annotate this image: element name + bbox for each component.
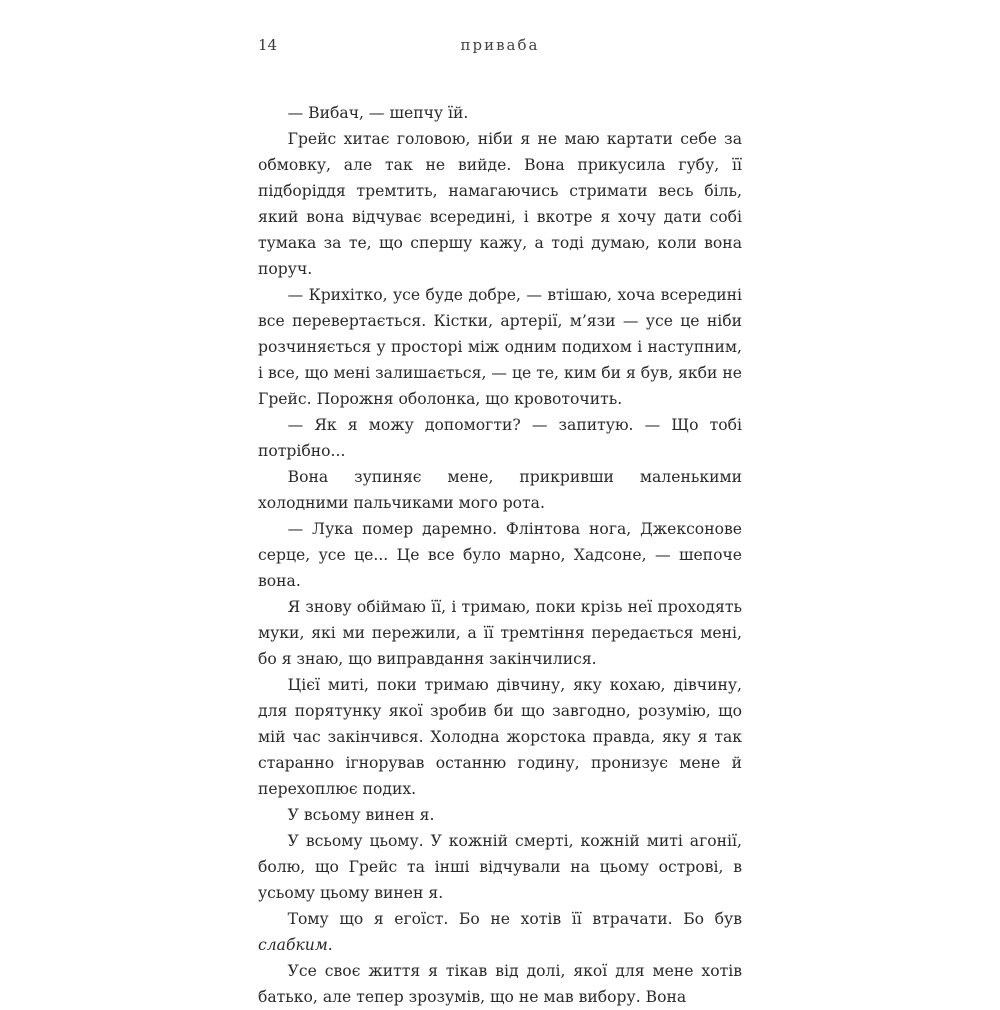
italic-word: слабким [258, 936, 328, 954]
paragraph: Цієї миті, поки тримаю дівчину, яку кохаю, дівчину, для порятунку якої зробив би що завгодно, розумію, що мій час закінчився. Холодна жорстока правда, яку я так старанно ігнорував останню годину, пронизує мене й перехоплює подих. [258, 676, 742, 798]
paragraph: Грейс хитає головою, ніби я не маю картати себе за обмовку, але так не вийде. Вона прикусила губу, її підборіддя тремтить, намагаючись стримати весь біль, який вона відчуває всередині, і вкотре я хочу дати собі тумака за те, що спершу кажу, а тоді думаю, коли вона поруч. [258, 130, 742, 278]
paragraph-with-emphasis [258, 906, 742, 958]
paragraph-text: Тому що я егоїст. Бо не хотів її втрачати. Бо був [287, 910, 742, 928]
paragraph: Я знову обіймаю її, і тримаю, поки крізь неї проходять муки, які ми пережили, а її тремтіння передається мені, бо я знаю, що виправдання закінчилися. [258, 598, 742, 668]
paragraph: — Як я можу допомогти? — запитую. — Що тобі потрібно... [258, 416, 742, 460]
paragraph-text: . [327, 936, 333, 954]
paragraph: Вона зупиняє мене, прикривши маленькими холодними пальчиками мого рота. [258, 468, 742, 512]
paragraph: Усе своє життя я тікав від долі, якої для мене хотів батько, але тепер зрозумів, що не мав вибору. Вона [258, 962, 742, 1006]
paragraph: У всьому цьому. У кожній смерті, кожній миті агонії, болю, що Грейс та інші відчували на цьому острові, в усьому цьому винен я. [258, 832, 742, 902]
page-header [258, 36, 742, 60]
running-title: приваба [460, 36, 540, 54]
paragraph: — Лука помер даремно. Флінтова нога, Джексонове серце, усе це... Це все було марно, Хадсоне, — шепоче вона. [258, 520, 742, 590]
body-text [258, 100, 742, 1010]
paragraph: — Вибач, — шепчу їй. [287, 104, 469, 122]
page-number: 14 [258, 36, 278, 54]
book-page [258, 0, 742, 1006]
paragraph: — Крихітко, усе буде добре, — втішаю, хоча всередині все перевертається. Кістки, артерії, м’язи — усе це ніби розчиняється у просторі між одним подихом і наступним, і все, що мені залишається, — це те, ким би я був, якби не Грейс. Порожня оболонка, що кровоточить. [258, 286, 742, 408]
paragraph: У всьому винен я. [287, 806, 435, 824]
